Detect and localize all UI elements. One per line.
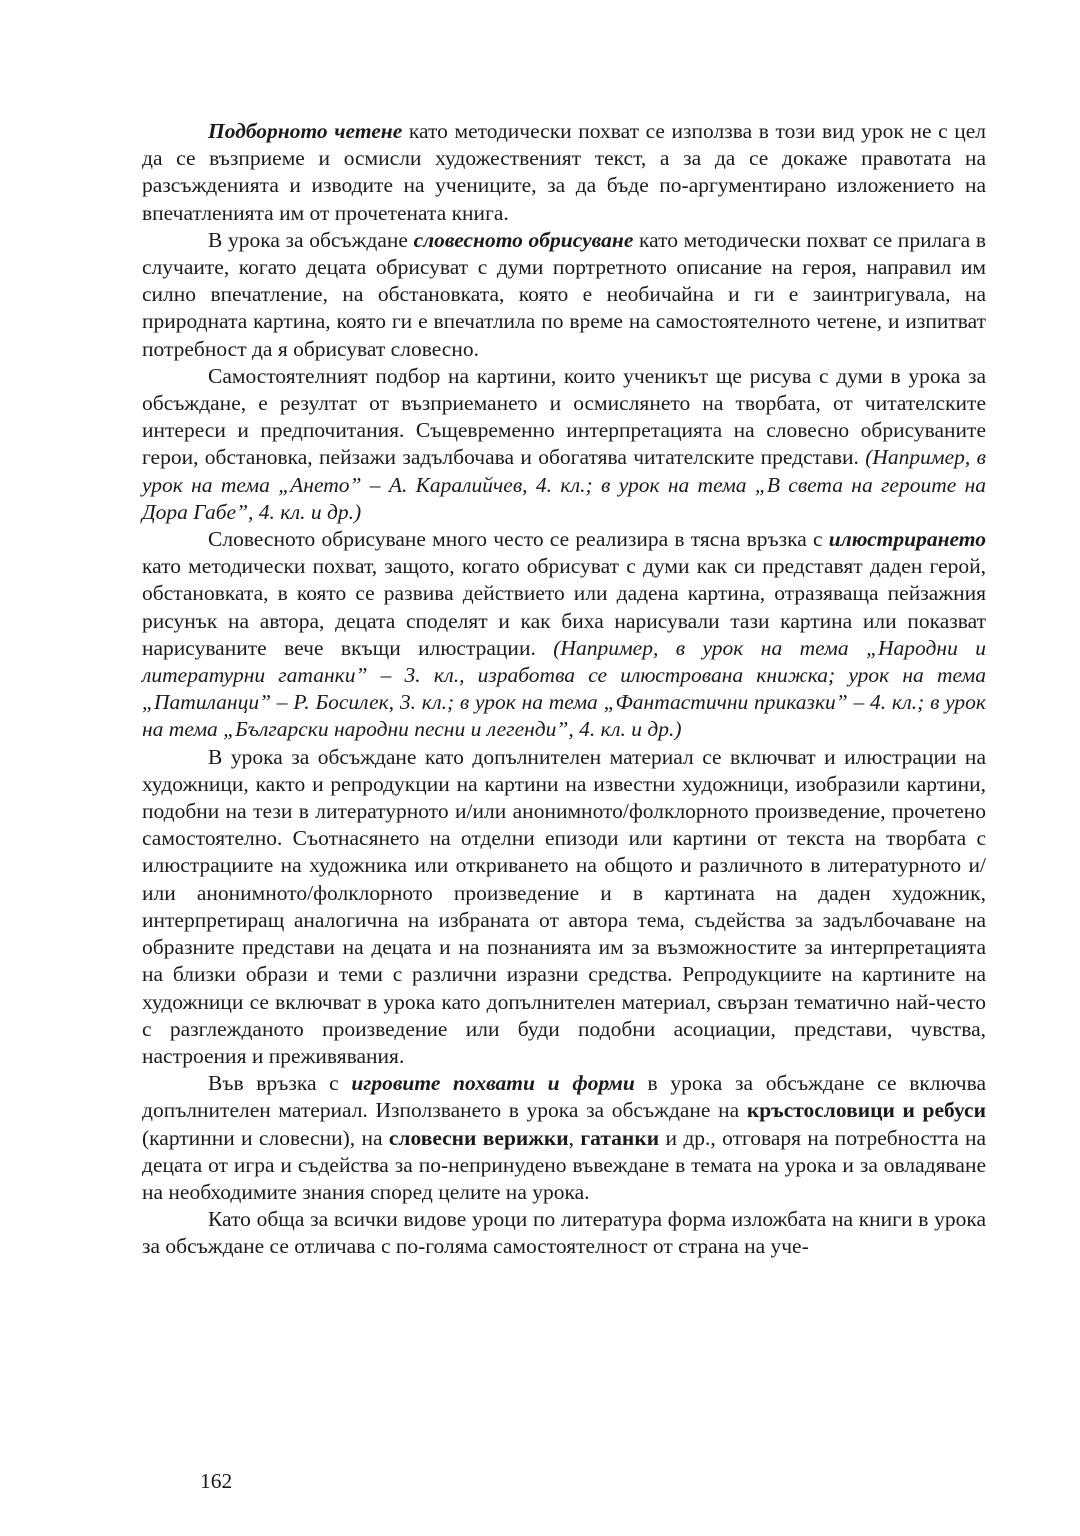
- text-run: в урока за обсъждане се включва допълнителен материал. Използването в урока за обсъждане на: [142, 1071, 986, 1123]
- paragraph: [142, 118, 986, 227]
- term-selective-reading: Подборното четене: [208, 119, 403, 143]
- term-verbal-drawing: словесното обрисуване: [413, 227, 634, 252]
- body-text: [142, 118, 986, 1261]
- text-run: като методически похват се използва в този вид урок не с цел да се възприеме и осмисли художественият текст, а за да се докаже правотата на разсъжденията и изводите на учениците, за да бъде по-аргументирано изложението на впечатленията им от прочетената книга.: [142, 119, 987, 225]
- paragraph: [142, 227, 986, 363]
- term-crosswords: кръстословици и ребуси: [746, 1098, 986, 1123]
- term-game-techniques: игровите похвати и форми: [351, 1071, 635, 1096]
- example-note: (Например, в урок на тема „Народни и литературни гатанки” – 3. кл., изработва се илюстрована книжка; урок на тема „Патиланци” – Р. Босилек, 3. кл.; в урок на тема „Фантастични приказки” – 4. кл.; в урок на тема „Български народни песни и легенди”, 4. кл. и др.): [142, 635, 986, 742]
- text-run: Във връзка с: [208, 1071, 352, 1096]
- term-word-chains: словесни верижки: [388, 1125, 569, 1150]
- text-run: (картинни и словесни), на: [142, 1125, 389, 1150]
- paragraph: [142, 1070, 986, 1206]
- paragraph: [142, 363, 986, 526]
- text-run: Като обща за всички видове уроци по литература форма изложбата на книги в урока за обсъждане се отличава с по-голяма самостоятелност от страна на уче-: [142, 1207, 986, 1259]
- paragraph: [142, 744, 986, 1070]
- text-run: ,: [568, 1125, 581, 1150]
- page-number: 162: [200, 1469, 233, 1493]
- text-run: Самостоятелният подбор на картини, които ученикът ще рисува с думи в урока за обсъждане, е резултат от възприемането и осмислянето на творбата, от читателските интереси и предпочитания. Същевременно интерпретацията на словесно обрисуваните герои, обстановка, пейзажи задълбочава и обогатява читателските представи.: [142, 363, 986, 470]
- example-note: (Например, в урок на тема „Ането” – А. Каралийчев, 4. кл.; в урок на тема „В света на героите на Дора Габе”, 4. кл. и др.): [142, 445, 986, 524]
- text-run: като методически похват се прилага в случаите, когато децата обрисуват с думи портретното описание на героя, направил им силно впечатление, на обстановката, която е необичайна и ги е заинтригувала, на природната картина, която ги е впечатлила по време на самостоятелното четене, и изпитват потребност да я обрисуват словесно.: [142, 227, 986, 361]
- paragraph: [142, 1206, 986, 1260]
- text-run: В урока за обсъждане като допълнителен материал се включват и илюстрации на художници, както и репродукции на картини на известни художници, изобразили картини, подобни на тези в литературното и/или анонимното/фолклорното произведение, прочетено самостоятелно. Съотнасянето на отделни епизоди или картини от текста на творбата с илюстрациите на художника или откриването на общото и различното в литературното и/или анонимното/фолклорното произведение и в картината на даден художник, интерпретиращ аналогична на избраната от автора тема, съдейства за задълбочаване на образните представи на децата и на познанията им за възможностите за интерпретацията на близки образи и теми с различни изразни средства. Репродукциите на картините на художници се включват в урока като допълнителен материал, свързан тематично най-често с разглежданото произведение или буди подобни асоциации, представи, чувства, настроения и преживявания.: [142, 744, 986, 1068]
- term-illustrating: илюстрирането: [828, 527, 986, 552]
- paragraph: [142, 526, 986, 744]
- text-run: Словесното обрисуване много често се реализира в тясна връзка с: [208, 527, 829, 552]
- term-riddles: гатанки: [580, 1125, 660, 1150]
- text-run: В урока за обсъждане: [208, 227, 414, 252]
- text-run: и др., отговаря на потребността на децата от игра и съдейства за по-непринудено въвеждане в темата на урока и за овладяване на необходимите знания според целите на урока.: [142, 1125, 987, 1204]
- text-run: като методически похват, защото, когато обрисуват с думи как си представят даден герой, обстановката, в която се развива действието или дадена картина, отразяваща пейзажния рисунък на автора, децата споделят и как биха нарисували тази картина или показват нарисуваните вече вкъщи илюстрации.: [142, 554, 986, 660]
